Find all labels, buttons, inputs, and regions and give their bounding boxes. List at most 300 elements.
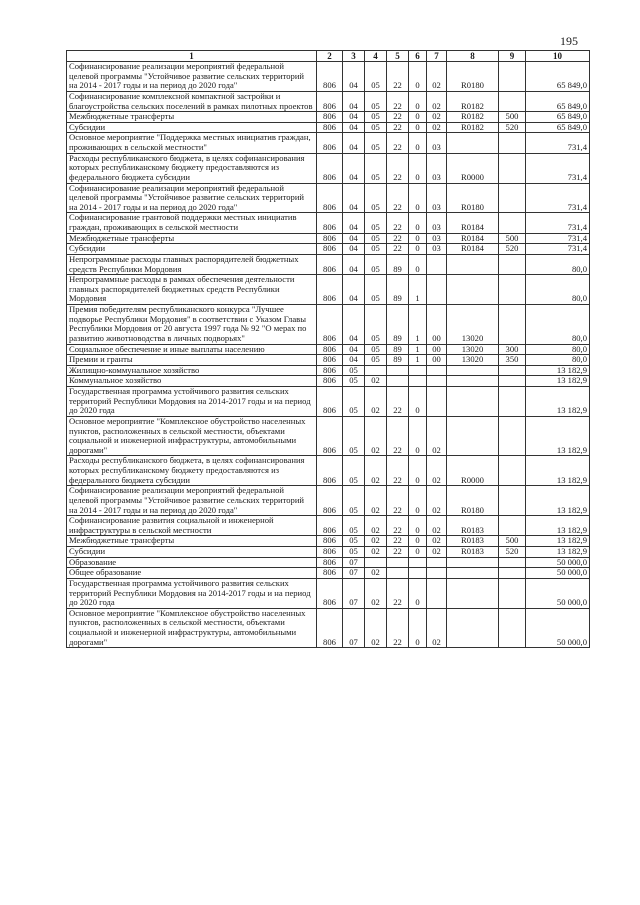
row-name: Софинансирование реализации мероприятий федеральной целевой программы "Устойчивое развитие сельских территорий на 2014 - 2017 годы и на период до 2020 года" [67,62,317,92]
section-code: 04 [343,275,365,305]
amount: 13 182,9 [526,456,590,486]
amount: 731,4 [526,133,590,153]
subprogram-code [409,365,427,376]
table-row [67,516,590,536]
amount: 731,4 [526,213,590,233]
section-code: 04 [343,213,365,233]
target-code [447,275,499,305]
subprogram-code: 0 [409,233,427,244]
section-code: 04 [343,183,365,213]
ministry-code: 806 [317,213,343,233]
amount: 65 849,0 [526,91,590,111]
subsection-code: 05 [365,62,387,92]
amount: 13 182,9 [526,416,590,456]
amount: 13 182,9 [526,387,590,417]
subsection-code: 05 [365,153,387,183]
target-code [447,133,499,153]
table-row [67,365,590,376]
row-name: Государственная программа устойчивого развития сельских территорий Республики Мордовия на 2014-2017 годы и на период до 2020 года [67,578,317,608]
amount: 13 182,9 [526,486,590,516]
subsection-code: 05 [365,344,387,355]
subsection-code [365,365,387,376]
table-row [67,122,590,133]
section-code: 04 [343,233,365,244]
subprogram-code: 1 [409,344,427,355]
subprogram-code: 0 [409,578,427,608]
section-code: 04 [343,305,365,345]
target-code [447,608,499,648]
page-number: 195 [560,34,578,48]
subsection-code: 02 [365,608,387,648]
subsection-code: 05 [365,305,387,345]
expense-type [499,456,526,486]
event-code [427,387,447,417]
row-name: Софинансирование развития социальной и инженерной инфраструктуры в сельской местности [67,516,317,536]
subprogram-code: 1 [409,305,427,345]
subsection-code: 02 [365,547,387,558]
amount: 50 000,0 [526,557,590,568]
target-code [447,416,499,456]
target-code: R0184 [447,244,499,255]
event-code: 02 [427,91,447,111]
expense-type [499,275,526,305]
column-header: 8 [447,51,499,62]
amount: 80,0 [526,355,590,366]
subprogram-code: 0 [409,486,427,516]
section-code: 07 [343,608,365,648]
target-code: R0183 [447,547,499,558]
subsection-code: 02 [365,416,387,456]
program-code: 22 [387,387,409,417]
row-name: Расходы республиканского бюджета, в целях софинансирования которых республиканскому бюджету предоставляются из федерального бюджета субсидии [67,456,317,486]
row-name: Основное мероприятие "Поддержка местных инициатив граждан, проживающих в сельской местности" [67,133,317,153]
program-code: 22 [387,62,409,92]
ministry-code: 806 [317,122,343,133]
event-code: 02 [427,122,447,133]
event-code: 02 [427,112,447,123]
table-row [67,233,590,244]
expense-type: 520 [499,547,526,558]
amount: 13 182,9 [526,365,590,376]
subprogram-code: 0 [409,112,427,123]
ministry-code: 806 [317,305,343,345]
table-row [67,456,590,486]
subprogram-code: 0 [409,91,427,111]
table-row [67,254,590,274]
expense-type [499,153,526,183]
amount: 50 000,0 [526,578,590,608]
subprogram-code: 0 [409,608,427,648]
subsection-code: 02 [365,376,387,387]
ministry-code: 806 [317,254,343,274]
target-code [447,557,499,568]
amount: 65 849,0 [526,62,590,92]
section-code: 04 [343,62,365,92]
program-code: 22 [387,153,409,183]
ministry-code: 806 [317,456,343,486]
subprogram-code: 0 [409,254,427,274]
target-code [447,387,499,417]
ministry-code: 806 [317,536,343,547]
row-name: Субсидии [67,244,317,255]
amount: 731,4 [526,233,590,244]
subsection-code: 02 [365,456,387,486]
expense-type: 500 [499,112,526,123]
section-code: 04 [343,254,365,274]
row-name: Расходы республиканского бюджета, в целях софинансирования которых республиканскому бюджету предоставляются из федерального бюджета субсидии [67,153,317,183]
subprogram-code: 0 [409,536,427,547]
program-code: 22 [387,536,409,547]
column-header: 4 [365,51,387,62]
subprogram-code: 0 [409,153,427,183]
row-name: Межбюджетные трансферты [67,112,317,123]
program-code [387,557,409,568]
table-row [67,275,590,305]
ministry-code: 806 [317,133,343,153]
table-row [67,213,590,233]
expense-type [499,578,526,608]
expense-type [499,486,526,516]
row-name: Основное мероприятие "Комплексное обустройство населенных пунктов, расположенных в сельской местности, объектами социальной и инженерной инфраструктуры, автомобильными дорогами" [67,416,317,456]
subprogram-code: 0 [409,62,427,92]
expense-type: 350 [499,355,526,366]
ministry-code: 806 [317,62,343,92]
target-code: R0183 [447,536,499,547]
ministry-code: 806 [317,608,343,648]
row-name: Софинансирование грантовой поддержки местных инициатив граждан, проживающих в сельской местности [67,213,317,233]
event-code [427,254,447,274]
column-header: 6 [409,51,427,62]
program-code: 22 [387,213,409,233]
event-code: 00 [427,305,447,345]
program-code: 22 [387,183,409,213]
program-code: 22 [387,233,409,244]
target-code: R0182 [447,122,499,133]
subprogram-code: 0 [409,387,427,417]
expense-type: 500 [499,233,526,244]
expense-type: 300 [499,344,526,355]
subprogram-code: 0 [409,547,427,558]
subsection-code: 05 [365,112,387,123]
row-name: Основное мероприятие "Комплексное обустройство населенных пунктов, расположенных в сельской местности, объектами социальной и инженерной инфраструктуры, автомобильными дорогами" [67,608,317,648]
event-code: 00 [427,344,447,355]
event-code: 03 [427,133,447,153]
amount: 65 849,0 [526,122,590,133]
table-row [67,62,590,92]
column-header: 9 [499,51,526,62]
ministry-code: 806 [317,233,343,244]
amount: 80,0 [526,344,590,355]
program-code: 22 [387,112,409,123]
section-code: 05 [343,376,365,387]
program-code [387,568,409,579]
expense-type [499,387,526,417]
section-code: 04 [343,133,365,153]
event-code: 03 [427,153,447,183]
program-code: 89 [387,344,409,355]
target-code: 13020 [447,355,499,366]
row-name: Непрограммные расходы главных распорядителей бюджетных средств Республики Мордовия [67,254,317,274]
ministry-code: 806 [317,91,343,111]
expense-type [499,254,526,274]
section-code: 05 [343,516,365,536]
subsection-code: 02 [365,387,387,417]
expense-type [499,91,526,111]
target-code [447,578,499,608]
row-name: Премия победителям республиканского конкурса "Лучшее подворье Республики Мордовия" в соответствии с Указом Главы Республики Мордовия от 20 августа 1997 года № 92 "О мерах по развитию животноводства в личных подворьях" [67,305,317,345]
table-header-row [67,51,590,62]
row-name: Общее образование [67,568,317,579]
table-row [67,183,590,213]
column-header: 10 [526,51,590,62]
subsection-code: 05 [365,355,387,366]
program-code: 89 [387,254,409,274]
subsection-code: 02 [365,516,387,536]
column-header: 3 [343,51,365,62]
row-name: Софинансирование реализации мероприятий федеральной целевой программы "Устойчивое развитие сельских территорий на 2014 - 2017 годы и на период до 2020 года" [67,486,317,516]
expense-type [499,608,526,648]
row-name: Премии и гранты [67,355,317,366]
event-code [427,275,447,305]
subprogram-code: 0 [409,213,427,233]
program-code: 22 [387,547,409,558]
target-code: R0182 [447,91,499,111]
amount: 50 000,0 [526,608,590,648]
program-code: 22 [387,516,409,536]
target-code: R0000 [447,456,499,486]
amount: 13 182,9 [526,536,590,547]
target-code: R0184 [447,233,499,244]
table-body [67,62,590,648]
subprogram-code: 0 [409,183,427,213]
expense-type [499,183,526,213]
amount: 80,0 [526,275,590,305]
section-code: 04 [343,122,365,133]
ministry-code: 806 [317,183,343,213]
subsection-code: 02 [365,486,387,516]
event-code [427,365,447,376]
ministry-code: 806 [317,376,343,387]
event-code [427,578,447,608]
event-code: 02 [427,62,447,92]
subsection-code: 02 [365,536,387,547]
section-code: 05 [343,486,365,516]
program-code: 22 [387,91,409,111]
expense-type: 520 [499,244,526,255]
table-row [67,244,590,255]
section-code: 05 [343,456,365,486]
section-code: 07 [343,578,365,608]
program-code: 22 [387,486,409,516]
table-row [67,416,590,456]
ministry-code: 806 [317,516,343,536]
subprogram-code [409,557,427,568]
column-header: 2 [317,51,343,62]
expense-type [499,416,526,456]
subprogram-code: 0 [409,122,427,133]
program-code: 22 [387,578,409,608]
program-code [387,365,409,376]
expense-type [499,305,526,345]
subprogram-code: 0 [409,416,427,456]
event-code [427,568,447,579]
budget-table [66,50,590,648]
ministry-code: 806 [317,365,343,376]
table-row [67,305,590,345]
section-code: 05 [343,365,365,376]
subprogram-code: 0 [409,244,427,255]
table-row [67,568,590,579]
expense-type [499,516,526,536]
table-row [67,344,590,355]
expense-type [499,365,526,376]
table-row [67,376,590,387]
program-code: 22 [387,456,409,486]
subsection-code: 05 [365,244,387,255]
event-code: 00 [427,355,447,366]
row-name: Жилищно-коммунальное хозяйство [67,365,317,376]
amount: 731,4 [526,153,590,183]
table-row [67,387,590,417]
program-code: 22 [387,608,409,648]
program-code: 22 [387,133,409,153]
table-row [67,557,590,568]
section-code: 04 [343,153,365,183]
target-code: R0183 [447,516,499,536]
subsection-code: 05 [365,183,387,213]
section-code: 05 [343,387,365,417]
table-row [67,547,590,558]
amount: 80,0 [526,254,590,274]
table-row [67,355,590,366]
column-header: 7 [427,51,447,62]
row-name: Субсидии [67,547,317,558]
expense-type: 520 [499,122,526,133]
ministry-code: 806 [317,547,343,558]
subprogram-code: 0 [409,456,427,486]
row-name: Межбюджетные трансферты [67,233,317,244]
subprogram-code [409,568,427,579]
amount: 13 182,9 [526,547,590,558]
table-row [67,91,590,111]
subprogram-code [409,376,427,387]
section-code: 04 [343,244,365,255]
program-code: 22 [387,416,409,456]
subsection-code: 05 [365,213,387,233]
event-code: 03 [427,213,447,233]
ministry-code: 806 [317,486,343,516]
target-code: R0180 [447,486,499,516]
section-code: 05 [343,536,365,547]
expense-type [499,376,526,387]
subprogram-code: 1 [409,275,427,305]
target-code: R0000 [447,153,499,183]
event-code: 02 [427,536,447,547]
program-code: 89 [387,275,409,305]
section-code: 05 [343,416,365,456]
expense-type [499,213,526,233]
target-code: R0184 [447,213,499,233]
amount: 13 182,9 [526,376,590,387]
amount: 50 000,0 [526,568,590,579]
ministry-code: 806 [317,355,343,366]
subsection-code: 05 [365,233,387,244]
subsection-code: 05 [365,254,387,274]
amount: 731,4 [526,244,590,255]
event-code: 02 [427,416,447,456]
amount: 13 182,9 [526,516,590,536]
subprogram-code: 0 [409,133,427,153]
subsection-code: 05 [365,91,387,111]
row-name: Межбюджетные трансферты [67,536,317,547]
expense-type [499,557,526,568]
expense-type [499,568,526,579]
target-code: 13020 [447,344,499,355]
ministry-code: 806 [317,387,343,417]
ministry-code: 806 [317,578,343,608]
ministry-code: 806 [317,557,343,568]
ministry-code: 806 [317,244,343,255]
event-code: 02 [427,516,447,536]
event-code: 02 [427,547,447,558]
event-code: 03 [427,183,447,213]
expense-type [499,133,526,153]
event-code: 03 [427,244,447,255]
subsection-code: 02 [365,568,387,579]
subsection-code [365,557,387,568]
column-header: 5 [387,51,409,62]
ministry-code: 806 [317,275,343,305]
subsection-code: 05 [365,122,387,133]
subsection-code: 02 [365,578,387,608]
table-row [67,112,590,123]
row-name: Софинансирование комплексной компактной застройки и благоустройства сельских поселений в рамках пилотных проектов [67,91,317,111]
subprogram-code: 0 [409,516,427,536]
amount: 731,4 [526,183,590,213]
row-name: Образование [67,557,317,568]
ministry-code: 806 [317,153,343,183]
row-name: Субсидии [67,122,317,133]
event-code: 03 [427,233,447,244]
table-row [67,486,590,516]
program-code: 22 [387,122,409,133]
row-name: Государственная программа устойчивого развития сельских территорий Республики Мордовия на 2014-2017 годы и на период до 2020 года [67,387,317,417]
ministry-code: 806 [317,568,343,579]
section-code: 05 [343,547,365,558]
target-code [447,376,499,387]
amount: 80,0 [526,305,590,345]
table-row [67,578,590,608]
section-code: 04 [343,355,365,366]
program-code: 89 [387,355,409,366]
target-code [447,254,499,274]
section-code: 04 [343,344,365,355]
event-code: 02 [427,608,447,648]
table-row [67,536,590,547]
target-code: R0180 [447,183,499,213]
row-name: Софинансирование реализации мероприятий федеральной целевой программы "Устойчивое развитие сельских территорий на 2014 - 2017 годы и на период до 2020 года" [67,183,317,213]
target-code: 13020 [447,305,499,345]
target-code [447,365,499,376]
ministry-code: 806 [317,112,343,123]
section-code: 07 [343,568,365,579]
expense-type [499,62,526,92]
amount: 65 849,0 [526,112,590,123]
program-code: 22 [387,244,409,255]
expense-type: 500 [499,536,526,547]
table-row [67,153,590,183]
column-header: 1 [67,51,317,62]
